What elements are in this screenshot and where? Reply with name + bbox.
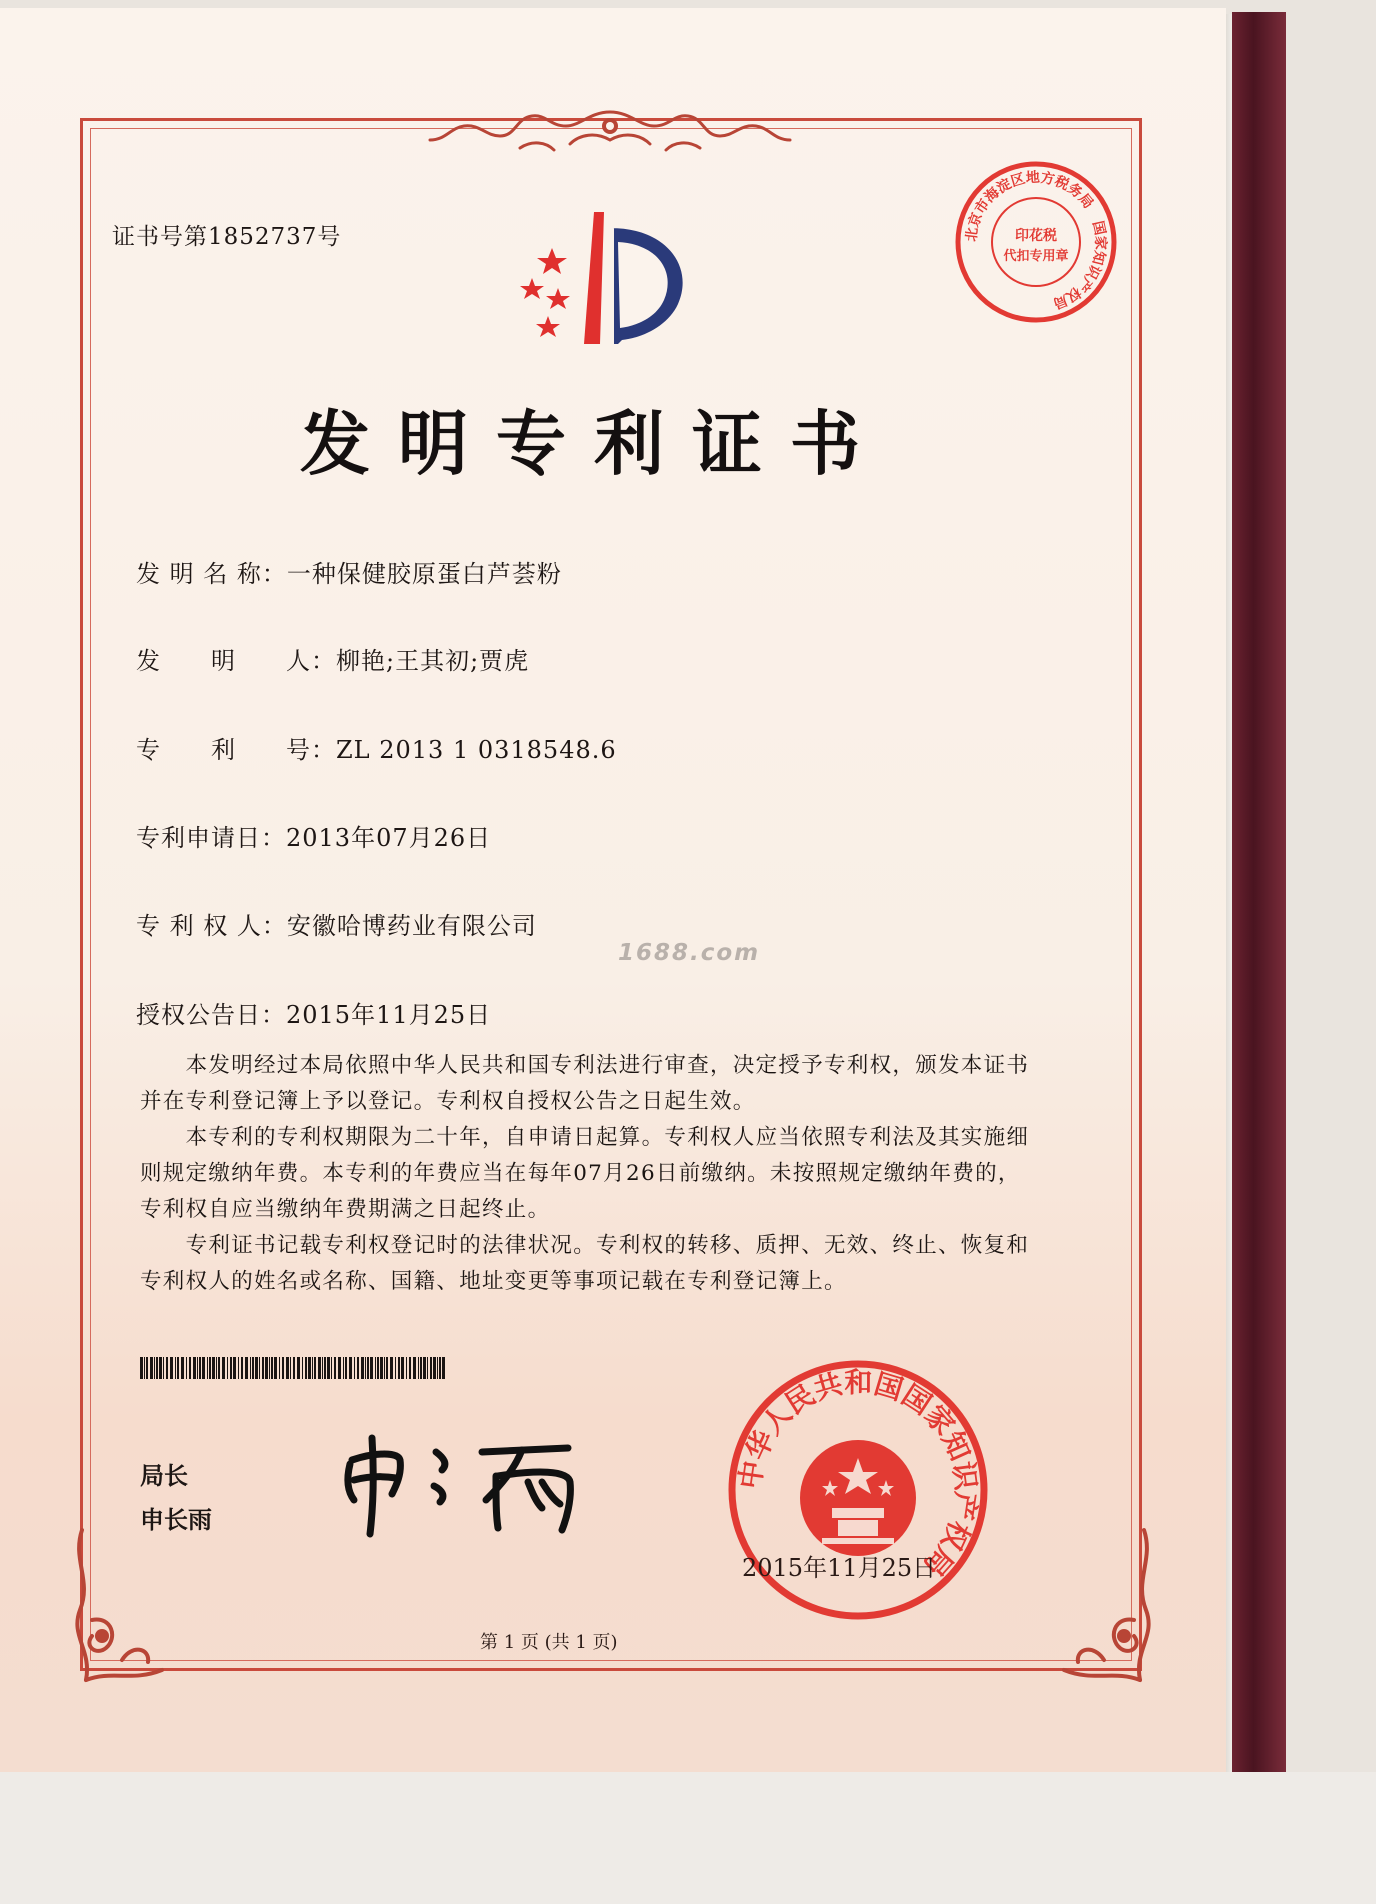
barcode-bar [308,1357,311,1379]
barcode-icon [140,1357,448,1379]
barcode-bar [181,1357,184,1379]
barcode-bar [207,1357,208,1379]
barcode-bar [433,1357,436,1379]
barcode-bar [357,1357,359,1379]
barcode-bar [227,1357,228,1379]
barcode-bar [361,1357,364,1379]
barcode-bar [255,1357,258,1379]
barcode-bar [259,1357,260,1379]
field-inventors [136,641,529,676]
body-line: 专利权自应当缴纳年费期满之日起终止。 [140,1197,551,1222]
tax-stamp-ring-text: 北京市海淀区地方税务局 国家知识产权局 [963,169,1109,312]
barcode-bar [365,1357,366,1379]
field-label: 专 利 权 人： [136,912,287,940]
body-line: 专利权人的姓名或名称、国籍、地址变更等事项记载在专利登记簿上。 [140,1269,847,1294]
barcode-bar [437,1357,438,1379]
barcode-bar [312,1357,313,1379]
barcode-bar [286,1357,289,1379]
tax-stamp-center-line-2: 代扣专用章 [1003,249,1069,264]
barcode-bar [367,1357,369,1379]
barcode-bar [324,1357,326,1379]
barcode-bar [140,1357,143,1379]
field-value: 柳艳;王其初;贾虎 [336,647,530,675]
barcode-bar [380,1357,383,1379]
barcode-bar [265,1357,268,1379]
field-value: 2013年07月26日 [286,824,492,852]
director-title: 局长 [140,1462,188,1490]
body-line: 本发明经过本局依照中华人民共和国专利法进行审查，决定授予专利权，颁发本证书 [140,1053,1030,1078]
barcode-bar [331,1357,332,1379]
barcode-bar [159,1357,162,1379]
barcode-bar [334,1357,336,1379]
barcode-bar [230,1357,232,1379]
body-line: 本专利的专利权期限为二十年，自申请日起算。专利权人应当依照专利法及其实施细 [140,1125,1030,1150]
barcode-bar [177,1357,179,1379]
barcode-bar [343,1357,344,1379]
field-value: 安徽哈博药业有限公司 [286,912,537,940]
barcode-bar [144,1357,145,1379]
barcode-bar [197,1357,198,1379]
field-label: 授权公告日： [136,1001,286,1029]
barcode-bar [189,1357,191,1379]
barcode-bar [269,1357,270,1379]
barcode-bar [297,1357,300,1379]
barcode-bar [370,1357,373,1379]
barcode-bar [290,1357,291,1379]
barcode-bar [314,1357,316,1379]
field-grant-date [136,995,491,1030]
bottom-right-ornament-icon [1044,1520,1164,1690]
barcode-bar [338,1357,341,1379]
barcode-bar [293,1357,295,1379]
barcode-bar [222,1357,225,1379]
field-label: 发 明 人： [136,647,336,675]
barcode-bar [377,1357,379,1379]
barcode-bar [163,1357,164,1379]
barcode-bar [439,1357,441,1379]
barcode-bar [318,1357,321,1379]
barcode-bar [212,1357,215,1379]
issue-date: 2015年11月25日 [742,1554,937,1582]
bottom-left-ornament-icon [62,1520,182,1690]
barcode-bar [327,1357,330,1379]
barcode-bar [386,1357,388,1379]
barcode-bar [395,1357,396,1379]
field-invention-name [136,554,562,589]
barcode-bar [199,1357,201,1379]
barcode-bar [442,1357,445,1379]
field-label: 专利申请日： [136,824,286,852]
barcode-bar [170,1357,173,1379]
field-patentee [136,906,537,941]
book-binding [1232,12,1286,1772]
barcode-bar [282,1357,284,1379]
barcode-bar [271,1357,273,1379]
barcode-bar [241,1357,243,1379]
barcode-bar [305,1357,307,1379]
barcode-bar [166,1357,168,1379]
barcode-bar [418,1357,419,1379]
barcode-bar [401,1357,404,1379]
body-line: 专利证书记载专利权登记时的法律状况。专利权的转移、质押、无效、终止、恢复和 [140,1233,1030,1258]
barcode-bar [154,1357,155,1379]
barcode-bar [423,1357,426,1379]
barcode-bar [202,1357,205,1379]
barcode-bar [216,1357,217,1379]
certificate-title: 发明专利证书 [300,402,888,485]
barcode-bar [427,1357,428,1379]
barcode-bar [156,1357,158,1379]
office-seal-ring-text: 中华人民共和国国家知识产权局 [733,1365,983,1583]
barcode-bar [252,1357,254,1379]
certificate-number: 证书号第1852737号 [112,224,342,250]
barcode-bar [146,1357,148,1379]
field-label: 专 利 号： [136,736,336,764]
field-application-date [136,818,491,853]
barcode-bar [150,1357,153,1379]
barcode-bar [262,1357,264,1379]
barcode-bar [375,1357,376,1379]
barcode-bar [430,1357,432,1379]
barcode-bar [218,1357,220,1379]
body-line: 则规定缴纳年费。本专利的年费应当在每年07月26日前缴纳。未按照规定缴纳年费的， [140,1161,1021,1186]
certificate-body [140,1048,1040,1300]
barcode-bar [274,1357,277,1379]
director-signature-icon [336,1430,606,1540]
barcode-bar [345,1357,347,1379]
tax-stamp-seal-icon [954,160,1118,324]
body-line: 并在专利登记簿上予以登记。专利权自授权公告之日起生效。 [140,1089,756,1114]
tax-stamp-center-line-1: 印花税 [1015,228,1057,244]
barcode-bar [302,1357,303,1379]
barcode-bar [420,1357,422,1379]
barcode-bar [406,1357,407,1379]
barcode-bar [349,1357,352,1379]
barcode-bar [409,1357,411,1379]
barcode-bar [186,1357,187,1379]
top-ornament-icon [420,104,800,160]
barcode-bar [250,1357,251,1379]
barcode-bar [193,1357,196,1379]
barcode-bar [354,1357,355,1379]
field-value: ZL 2013 1 0318548.6 [336,736,617,764]
field-value: 2015年11月25日 [286,1001,492,1029]
scan-background [0,1772,1376,1904]
barcode-bar [390,1357,393,1379]
barcode-bar [398,1357,400,1379]
barcode-bar [279,1357,280,1379]
barcode-bar [233,1357,236,1379]
watermark: 1688.com [618,940,761,966]
field-value: 一种保健胶原蛋白芦荟粉 [286,560,562,588]
barcode-bar [322,1357,323,1379]
barcode-bar [245,1357,248,1379]
barcode-bar [238,1357,239,1379]
barcode-bar [175,1357,176,1379]
barcode-bar [413,1357,416,1379]
patent-office-logo-icon [518,208,708,348]
barcode-bar [384,1357,385,1379]
field-patent-number [136,730,617,765]
field-label: 发 明 名 称： [136,560,287,588]
page-number: 第 1 页 (共 1 页) [480,1632,618,1653]
director-name: 申长雨 [140,1506,212,1534]
barcode-bar [209,1357,211,1379]
